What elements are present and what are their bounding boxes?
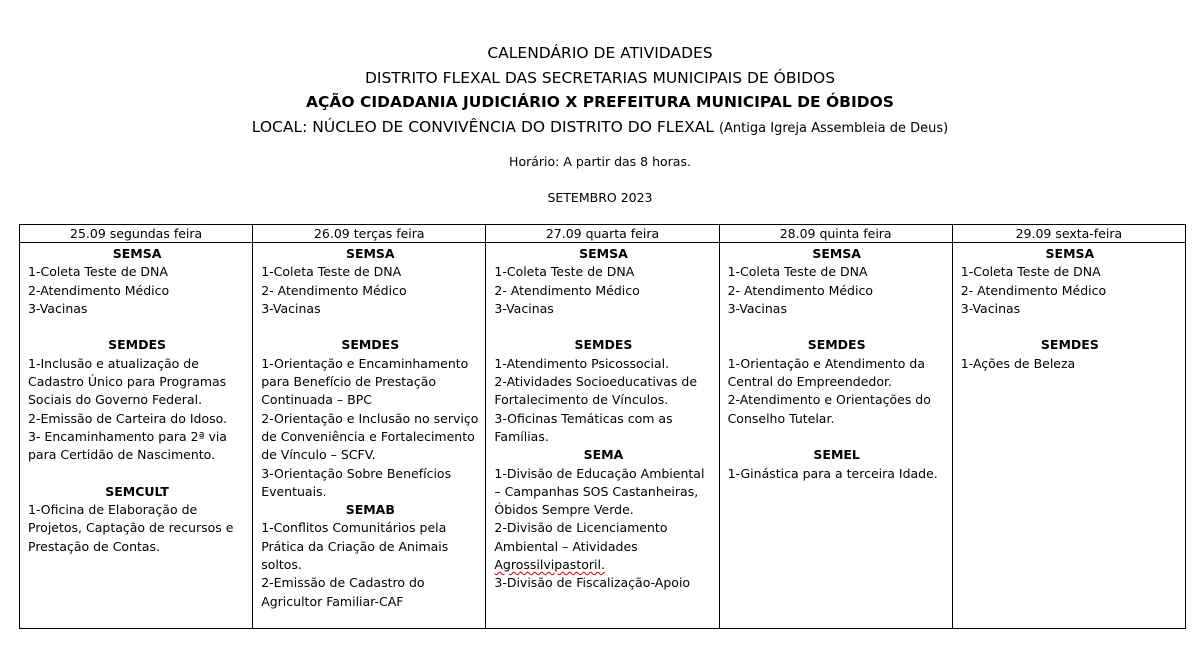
activity-item: 3-Divisão de Fiscalização-Apoio [494,575,691,591]
section-semdes [961,336,1179,373]
section-sema [494,446,712,592]
month-label: SETEMBRO 2023 [547,190,653,205]
section-title: SEMDES [1040,337,1099,353]
schedule-table [19,224,1186,629]
activity-item: 2-Emissão de Cadastro do Agricultor Familiar-CAF [261,575,425,609]
activity-item: 2- Atendimento Médico [261,282,407,298]
section-semdes [28,336,246,464]
activity-item: 2-Atividades Socioeducativas de Fortalecimento de Vínculos. [494,374,698,408]
section-title: SEMDES [108,337,167,353]
activity-item: 2-Atendimento e Orientações do Conselho Tutelar. [727,392,931,426]
doc-title: CALENDÁRIO DE ATIVIDADES [487,44,713,62]
day-cell-tuesday [253,243,486,629]
section-semsa [261,245,479,318]
activity-item: 3-Orientação Sobre Benefícios Eventuais. [261,465,452,499]
location-note: (Antiga Igreja Assembleia de Deus) [718,120,949,136]
activity-item: 1-Oficina de Elaboração de Projetos, Captação de recursos e Prestação de Contas. [28,502,234,554]
activity-item: 3-Vacinas [261,300,321,316]
document-header [0,41,1200,206]
activity-item: 2-Atendimento Médico [28,282,170,298]
day-cell-thursday [719,243,952,629]
activity-item: 1-Orientação e Encaminhamento para Benefício de Prestação Continuada – BPC [261,355,469,408]
section-semsa [961,245,1179,318]
section-title: SEMDES [341,337,400,353]
activity-item: 2- Atendimento Médico [960,282,1107,298]
section-title: SEMEL [813,447,860,463]
activity-item: 1-Coleta Teste de DNA [28,264,168,280]
section-semdes [494,336,712,446]
section-title: SEMCULT [105,483,169,499]
section-title: SEMSA [112,246,162,261]
activity-item: 2-Orientação e Inclusão no serviço de Conveniência e Fortalecimento de Vínculo – SCFV. [261,410,479,463]
section-semab [261,501,479,611]
section-semdes [261,336,479,501]
activity-item: 1-Atendimento Psicossocial. [494,355,670,371]
section-semdes [728,336,946,427]
day-cell-monday [20,243,253,629]
day-cell-friday [952,243,1185,629]
activity-item: 1-Conflitos Comunitários pela Prática da Criação de Animais soltos. [261,520,449,573]
location-line [0,115,1200,142]
activity-item: 2- Atendimento Médico [494,282,640,298]
section-semsa [28,245,246,318]
section-title: SEMA [583,447,624,463]
activity-item: 1-Coleta Teste de DNA [261,264,402,280]
section-title: SEMSA [812,246,861,261]
activity-item: 2- Atendimento Médico [727,282,873,298]
section-semsa [728,245,946,318]
schedule-time: Horário: A partir das 8 horas. [509,154,691,169]
activity-item: 1-Inclusão e atualização de Cadastro Único para Programas Sociais do Governo Federal. [28,355,227,408]
activity-item [494,556,712,574]
activity-item: 3- Encaminhamento para 2ª via para Certidão de Nascimento. [28,428,227,463]
day-header-tuesday: 26.09 terças feira [253,225,486,243]
section-semsa [494,245,712,318]
activity-item: 2-Divisão de Licenciamento Ambiental – Atividades [494,520,668,554]
section-semel [728,446,946,483]
section-title: SEMSA [579,246,628,261]
day-header-thursday: 28.09 quinta feira [719,225,952,243]
activity-item: 1-Ginástica para a terceira Idade. [727,465,938,481]
activity-item: 1-Ações de Beleza [960,355,1076,371]
activity-item: 3-Vacinas [494,300,554,316]
activity-item: 1-Coleta Teste de DNA [494,264,635,280]
spellcheck-word: Agrossilvipastoril. [494,557,605,573]
activity-item: 1-Divisão de Educação Ambiental – Campanhas SOS Castanheiras, Óbidos Sempre Verde. [494,465,705,518]
doc-subtitle: DISTRITO FLEXAL DAS SECRETARIAS MUNICIPAIS DE ÓBIDOS [364,68,836,87]
activity-item: 3-Vacinas [727,300,787,316]
activity-item: 3-Oficinas Temáticas com as Famílias. [494,410,673,444]
action-title: AÇÃO CIDADANIA JUDICIÁRIO X PREFEITURA MUNICIPAL DE ÓBIDOS [306,93,894,111]
section-title: SEMSA [1045,246,1095,261]
schedule-body-row [20,243,1186,629]
day-header-friday: 29.09 sexta-feira [952,225,1185,243]
section-title: SEMDES [807,337,866,353]
activity-item: 2-Emissão de Carteira do Idoso. [28,410,228,426]
activity-item: 3-Vacinas [28,300,88,316]
activity-item: 3-Vacinas [960,300,1021,316]
section-semcult [28,483,246,556]
section-title: SEMDES [574,337,633,353]
section-title: SEMSA [345,246,395,261]
location-main: LOCAL: NÚCLEO DE CONVIVÊNCIA DO DISTRITO DO FLEXAL [251,117,715,136]
activity-item: 1-Coleta Teste de DNA [727,264,868,280]
day-header-wednesday: 27.09 quarta feira [486,225,719,243]
day-cell-wednesday [486,243,719,629]
schedule-header-row [20,225,1186,243]
activity-item: 1-Coleta Teste de DNA [960,264,1101,280]
day-header-monday: 25.09 segundas feira [20,225,253,243]
activity-item: 1-Orientação e Atendimento da Central do Empreendedor. [727,355,925,390]
section-title: SEMAB [345,502,395,518]
